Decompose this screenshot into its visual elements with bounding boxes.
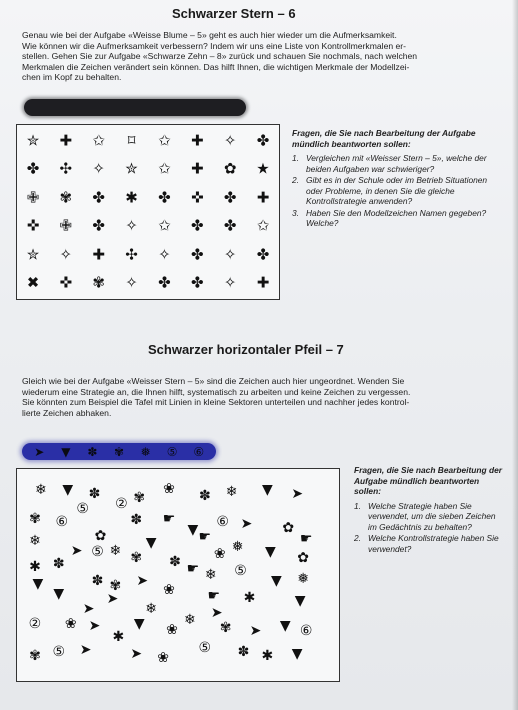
scattered-symbol: ❀ xyxy=(213,546,226,563)
star-grid-symbol: ✧ xyxy=(158,245,171,264)
star-grid-cells xyxy=(17,125,279,299)
scattered-symbol: ⑤ xyxy=(52,644,66,661)
section1-paragraph-line: Merkmalen die Zeichen verändert sein können. Das hilft Ihnen, die wichtigen Merkmale der Modellzei- xyxy=(22,61,410,72)
section1-question-list xyxy=(292,153,502,229)
star-grid-symbol: ✚ xyxy=(59,131,73,150)
star-grid-symbol: ✧ xyxy=(125,273,138,292)
scattered-symbol: ⑥ xyxy=(55,514,69,531)
section1-paragraph-line: Genau wie bei der Aufgabe «Weisse Blume – 5» geht es auch hier wieder um die Aufmerksamkeit. xyxy=(22,30,397,40)
section2-paragraph-line: Gleich wie bei der Aufgabe «Weisser Stern – 5» sind die Zeichen auch hier ungeordnet. Wenden Sie xyxy=(22,376,405,386)
star-grid-symbol: ✙ xyxy=(59,216,73,235)
scattered-symbol: ✱ xyxy=(261,647,274,664)
section1-questions xyxy=(292,128,502,230)
star-grid-symbol: ✧ xyxy=(125,216,138,235)
star-grid-symbol: ✤ xyxy=(158,188,171,207)
scattered-symbol: ➤ xyxy=(79,642,92,659)
section1-paragraph-line: stellen. Gehen Sie zur Aufgabe «Schwarze Zehn – 8» zurück und schauen Sie nochmals, nach welchen xyxy=(22,51,418,62)
question-text: Gibt es in der Schule oder im Betrieb Situationen oder Probleme, in denen Sie die gleiche Kontrollstrategie anwenden? xyxy=(306,175,488,206)
scattered-symbol: ❄ xyxy=(204,567,217,583)
scattered-symbol: ➤ xyxy=(70,542,83,559)
section2-questions xyxy=(354,465,502,555)
star-symbol-grid xyxy=(16,124,280,300)
model-symbol: ➤ xyxy=(34,444,45,459)
model-symbol: ▼ xyxy=(61,444,71,459)
star-grid-symbol: ✤ xyxy=(223,188,237,207)
scattered-symbol: ▼ xyxy=(264,544,276,561)
scattered-symbol: ⑥ xyxy=(216,514,229,531)
star-grid-symbol: ✧ xyxy=(92,159,105,178)
star-grid-symbol: ✜ xyxy=(190,188,204,207)
question-text: Welche Kontrollstrategie haben Sie verwendet? xyxy=(368,533,499,554)
star-grid-symbol: ✧ xyxy=(223,273,237,292)
scattered-symbol: ✾ xyxy=(29,647,41,664)
section2-paragraph-line: Sie könnten zum Beispiel die Tafel mit Linien in kleine Sektoren unterteilen und nachher jedes kontrol- xyxy=(22,397,410,408)
section2-title: Schwarzer horizontaler Pfeil – 7 xyxy=(148,342,344,357)
star-grid-symbol: ✩ xyxy=(92,131,105,150)
section1-paragraph-line: Wie können wir die Aufmerksamkeit verbessern? Indem wir uns eine Liste von Kontrollmerkmalen er- xyxy=(22,40,407,51)
section2-questions-heading: Fragen, die Sie nach Bearbeitung der Aufgabe mündlich beantworten sollen: xyxy=(354,465,502,496)
star-grid-symbol: ✮ xyxy=(26,245,40,264)
star-grid-symbol: ✤ xyxy=(92,188,105,207)
scattered-symbol: ➤ xyxy=(130,645,143,662)
scattered-symbol: ▼ xyxy=(270,572,282,589)
scattered-symbol: ➤ xyxy=(249,623,262,640)
scattered-symbol: ✽ xyxy=(130,512,143,529)
question-item xyxy=(354,533,502,554)
star-grid-symbol: ✜ xyxy=(59,273,73,292)
scattered-symbol: ☛ xyxy=(198,529,212,546)
scattered-symbol: ➤ xyxy=(82,600,95,617)
question-item xyxy=(354,501,502,533)
star-grid-symbol: ✙ xyxy=(26,188,40,207)
star-grid-symbol: ✤ xyxy=(190,245,204,264)
model-symbol: ✾ xyxy=(113,444,125,459)
scattered-symbol: ▼ xyxy=(53,585,65,602)
question-number: 3. xyxy=(292,207,299,218)
star-grid-symbol: ✜ xyxy=(26,216,40,235)
star-grid-symbol: ⌑ xyxy=(127,131,136,150)
star-grid-symbol: ✤ xyxy=(158,273,171,292)
star-grid-symbol: ✚ xyxy=(92,245,105,264)
scattered-symbol: ❄ xyxy=(145,600,158,617)
star-grid-symbol: ✮ xyxy=(125,159,138,178)
star-grid-symbol: ✚ xyxy=(256,273,270,292)
arrow-symbol-field xyxy=(16,468,340,682)
star-grid-symbol: ✾ xyxy=(92,273,105,292)
scattered-symbol: ➤ xyxy=(210,604,223,621)
scattered-symbol: ✾ xyxy=(219,619,232,636)
star-grid-symbol: ✤ xyxy=(223,216,237,235)
section1-paragraph-line: chen im Kopf zu behalten. xyxy=(22,72,122,83)
star-grid-symbol: ✮ xyxy=(26,131,40,150)
question-text: Haben Sie den Modellzeichen Namen gegeben? Welche? xyxy=(306,207,487,228)
scattered-symbol: ❀ xyxy=(163,480,175,497)
star-grid-symbol: ✣ xyxy=(125,245,138,264)
question-number: 2. xyxy=(292,175,299,185)
scattered-symbol: ✽ xyxy=(237,644,250,661)
scattered-symbol: ❀ xyxy=(64,615,77,632)
scattered-symbol: ✱ xyxy=(29,559,41,576)
scattered-symbol: ✱ xyxy=(112,629,125,646)
scattered-symbol: ▼ xyxy=(291,645,303,662)
scattered-symbol: ✽ xyxy=(52,555,65,572)
scattered-symbol: ② xyxy=(28,615,42,632)
question-item xyxy=(292,175,502,207)
scattered-symbol: ☛ xyxy=(207,587,221,604)
scattered-symbol: ✿ xyxy=(282,520,295,536)
scattered-symbol: ✾ xyxy=(130,550,143,567)
section1-title: Schwarzer Stern – 6 xyxy=(172,6,296,21)
scattered-symbol: ➤ xyxy=(136,572,149,589)
model-symbol-row xyxy=(26,443,212,460)
question-item xyxy=(292,208,502,229)
star-grid-symbol: ✩ xyxy=(256,216,270,235)
star-grid-symbol: ✤ xyxy=(256,131,270,150)
scattered-symbol: ☛ xyxy=(162,510,176,527)
star-grid-symbol: ✤ xyxy=(26,159,40,178)
question-number: 1. xyxy=(292,153,299,163)
scattered-symbol: ▼ xyxy=(187,521,199,538)
question-text: Welche Strategie haben Sie verwendet, um die sieben Zeichen im Gedächtnis zu behalten? xyxy=(368,500,496,532)
star-grid-symbol: ✧ xyxy=(59,245,73,264)
scattered-symbol: ❅ xyxy=(297,570,310,587)
blacked-out-model-symbols xyxy=(24,99,246,116)
star-grid-symbol: ✤ xyxy=(190,273,204,292)
scattered-symbol: ➤ xyxy=(291,486,304,503)
star-grid-symbol: ✖ xyxy=(26,273,40,292)
star-grid-symbol: ✱ xyxy=(125,188,138,207)
scattered-symbol: ❄ xyxy=(184,612,196,629)
scattered-symbol: ⑤ xyxy=(198,640,212,657)
scattered-symbol: ⑥ xyxy=(299,623,313,640)
highlighted-model-symbols xyxy=(22,443,216,460)
scattered-symbol: ▼ xyxy=(62,482,74,499)
scattered-symbol: ✾ xyxy=(133,489,146,506)
scattered-symbol: ▼ xyxy=(32,576,44,593)
star-grid-symbol: ✩ xyxy=(158,131,171,150)
scattered-symbol: ✿ xyxy=(94,527,107,544)
scattered-symbol: ⑤ xyxy=(76,501,89,518)
scattered-symbol: ▼ xyxy=(294,593,306,610)
star-grid-symbol: ✚ xyxy=(256,188,270,207)
scattered-symbol: ✱ xyxy=(243,589,256,606)
scattered-symbol: ❅ xyxy=(231,538,244,555)
star-grid-symbol: ✧ xyxy=(223,245,237,264)
scattered-symbol: ➤ xyxy=(106,591,119,608)
section2-question-list xyxy=(354,501,502,555)
scattered-symbol: ✾ xyxy=(29,510,41,527)
scattered-symbol: ▼ xyxy=(262,482,273,499)
star-grid-symbol: ✿ xyxy=(223,159,237,178)
scattered-symbol: ✽ xyxy=(91,572,104,589)
section1-questions-heading: Fragen, die Sie nach Bearbeitung der Aufgabe mündlich beantworten sollen: xyxy=(292,128,476,149)
scattered-symbol: ▼ xyxy=(279,617,291,634)
scattered-symbol: ✿ xyxy=(297,550,310,567)
scattered-symbol: ➤ xyxy=(240,516,253,533)
section1-paragraph xyxy=(22,30,504,83)
star-grid-symbol: ✚ xyxy=(190,131,204,150)
scattered-symbol: ▼ xyxy=(133,615,145,632)
scattered-symbol: ➤ xyxy=(88,617,101,634)
scattered-symbol: ❄ xyxy=(29,533,41,550)
scattered-symbol: ② xyxy=(115,495,128,512)
model-symbol: ❅ xyxy=(140,444,151,459)
page-edge-shadow xyxy=(512,0,518,710)
question-number: 1. xyxy=(354,500,361,511)
scattered-symbol: ✽ xyxy=(88,486,101,503)
star-grid-symbol: ✩ xyxy=(158,159,171,178)
star-grid-symbol: ✤ xyxy=(92,216,105,235)
question-item xyxy=(292,153,502,174)
star-grid-symbol: ✤ xyxy=(256,245,270,264)
section2-paragraph xyxy=(22,376,508,418)
scattered-symbol: ✾ xyxy=(109,578,122,595)
scattered-symbol: ❄ xyxy=(225,484,238,501)
scattered-symbols xyxy=(17,469,339,681)
model-symbol: ⑤ xyxy=(166,444,178,459)
section2-paragraph-line: lierte Zeichen abhaken. xyxy=(22,407,112,418)
star-grid-symbol: ✧ xyxy=(223,131,237,150)
scattered-symbol: ▼ xyxy=(145,535,157,552)
section2-paragraph-line: wiederum eine Strategie an, die Ihnen hilft, systematisch zu arbeiten und keine Zeichen zu vergessen. xyxy=(22,386,411,397)
question-text: Vergleichen mit «Weisser Stern – 5», welche der beiden Aufgaben war schwieriger? xyxy=(306,153,487,174)
scattered-symbol: ✽ xyxy=(198,488,211,505)
model-symbol: ⑥ xyxy=(193,444,205,459)
star-grid-symbol: ✣ xyxy=(59,159,73,178)
model-symbol: ✽ xyxy=(87,444,98,459)
star-grid-symbol: ✚ xyxy=(190,159,204,178)
scattered-symbol: ☛ xyxy=(186,561,200,578)
scattered-symbol: ⑤ xyxy=(234,563,247,580)
scattered-symbol: ❄ xyxy=(35,482,47,499)
star-grid-symbol: ✤ xyxy=(190,216,204,235)
scattered-symbol: ❀ xyxy=(157,649,169,666)
star-grid-symbol: ✩ xyxy=(158,216,171,235)
scattered-symbol: ❀ xyxy=(166,621,178,638)
scattered-symbol: ⑤ xyxy=(91,544,104,561)
scattered-symbol: ☛ xyxy=(299,531,313,548)
question-number: 2. xyxy=(354,533,361,543)
star-grid-symbol: ★ xyxy=(256,159,270,178)
scattered-symbol: ❄ xyxy=(109,542,122,559)
star-grid-symbol: ✾ xyxy=(59,188,73,207)
scattered-symbol: ✽ xyxy=(169,553,181,570)
scattered-symbol: ❀ xyxy=(163,582,175,599)
